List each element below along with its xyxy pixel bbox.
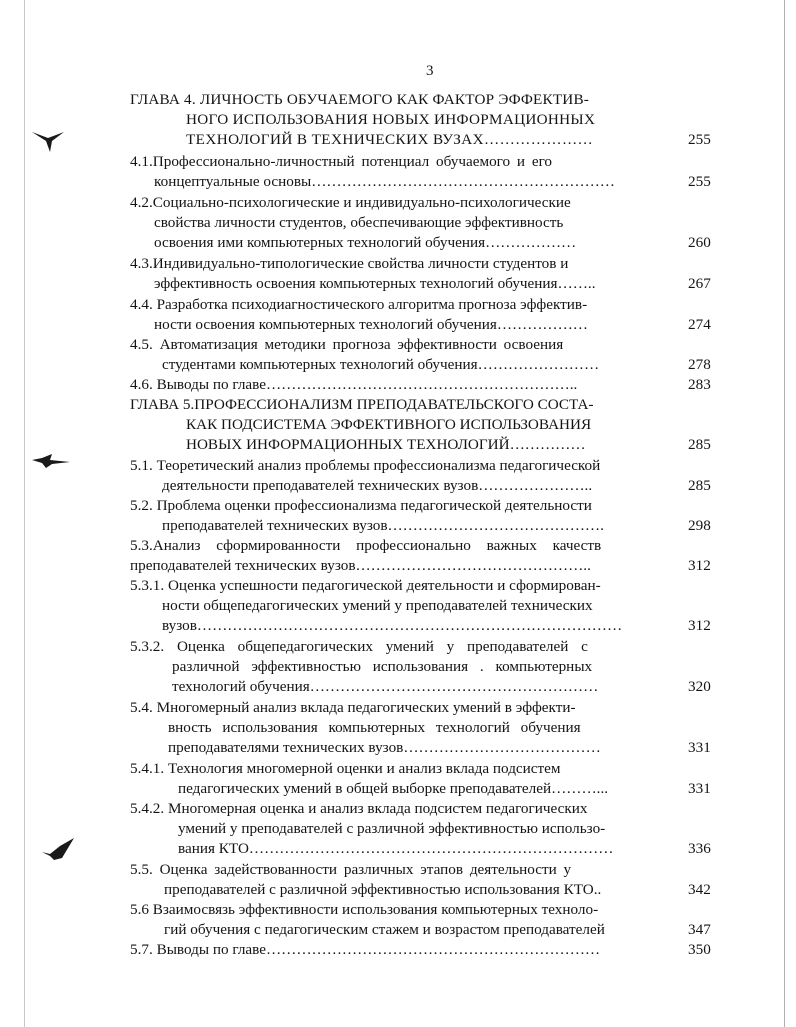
toc-page-number: 298 — [688, 517, 711, 534]
toc-page-number: 267 — [688, 275, 711, 292]
toc-page-number: 260 — [688, 234, 711, 251]
toc-entry-5-3-2-line-3: технологий обучения………………………………………………… — [172, 678, 599, 695]
toc-page-number: 274 — [688, 316, 711, 333]
toc-page-number: 336 — [688, 840, 711, 857]
toc-entry-4-3-line-2: эффективность освоения компьютерных технологий обучения…….. — [154, 275, 596, 292]
toc-entry-4-2-line-1: 4.2.Социально-психологические и индивидуально-психологические — [130, 194, 571, 211]
toc-entry-4-6: 4.6. Выводы по главе…………………………………………………….. — [130, 376, 578, 393]
toc-entry-5-6-line-2: гий обучения с педагогическим стажем и возрастом преподавателей — [164, 921, 605, 938]
toc-entry-5-5-line-1: 5.5. Оценка задействованности различных этапов деятельности у — [130, 861, 572, 878]
toc-entry-4-2-line-3: освоения ими компьютерных технологий обучения……………… — [154, 234, 577, 251]
toc-page-number: 278 — [688, 356, 711, 373]
toc-page-number: 342 — [688, 881, 711, 898]
scan-mark-2 — [30, 452, 72, 470]
toc-entry-5-4-2-line-3: вания КТО……………………………………………………………… — [178, 840, 614, 857]
toc-entry-4-5-line-2: студентами компьютерных технологий обучения…………………… — [162, 356, 600, 373]
chapter-5-title-line-2: КАК ПОДСИСТЕМА ЭФФЕКТИВНОГО ИСПОЛЬЗОВАНИЯ — [186, 416, 592, 433]
toc-entry-5-3-line-1: 5.3.Анализ сформированности профессионально важных качеств — [130, 537, 602, 554]
toc-entry-4-1-line-1: 4.1.Профессионально-личностный потенциал обучаемого и его — [130, 153, 553, 170]
chapter-4-title-line-2: НОГО ИСПОЛЬЗОВАНИЯ НОВЫХ ИНФОРМАЦИОННЫХ — [186, 111, 596, 128]
toc-entry-5-4-line-3: преподавателями технических вузов………………………………… — [168, 739, 601, 756]
toc-entry-4-2-line-2: свойства личности студентов, обеспечивающие эффективность — [154, 214, 564, 231]
toc-entry-5-4-line-1: 5.4. Многомерный анализ вклада педагогических умений в эффекти- — [130, 699, 576, 716]
toc-page-number: 331 — [688, 739, 711, 756]
toc-page-number: 285 — [688, 477, 711, 494]
page-number: 3 — [426, 63, 434, 79]
toc-entry-5-3-line-2: преподавателей технических вузов……………………………………….. — [130, 557, 591, 574]
toc-page-number: 347 — [688, 921, 711, 938]
toc-entry-5-2-line-2: преподавателей технических вузов……………………………………. — [162, 517, 604, 534]
page-right-edge — [784, 0, 785, 1027]
toc-page-number: 350 — [688, 941, 711, 958]
toc-page-number: 312 — [688, 617, 711, 634]
toc-page-number: 312 — [688, 557, 711, 574]
toc-entry-5-7: 5.7. Выводы по главе………………………………………………………… — [130, 941, 601, 958]
chapter-5-title-line-3: НОВЫХ ИНФОРМАЦИОННЫХ ТЕХНОЛОГИЙ…………… — [186, 436, 586, 453]
toc-page-number: 320 — [688, 678, 711, 695]
toc-entry-5-4-line-2: вность использования компьютерных технологий обучения — [168, 719, 581, 736]
toc-page-number: 255 — [688, 173, 711, 190]
toc-page-number: 331 — [688, 780, 711, 797]
toc-entry-5-3-1-line-2: ности общепедагогических умений у преподавателей технических — [162, 597, 593, 614]
toc-entry-5-3-1-line-1: 5.3.1. Оценка успешности педагогической деятельности и сформирован- — [130, 577, 601, 594]
chapter-4-title-line-1: ГЛАВА 4. ЛИЧНОСТЬ ОБУЧАЕМОГО КАК ФАКТОР ЭФФЕКТИВ- — [130, 91, 590, 108]
toc-entry-5-3-2-line-2: различной эффективностью использования . компьютерных — [172, 658, 593, 675]
toc-entry-5-4-1-line-2: педагогических умений в общей выборке преподавателей………... — [178, 780, 609, 797]
scan-mark-1 — [30, 128, 70, 154]
scan-mark-3 — [40, 836, 76, 864]
toc-entry-4-4-line-2: ности освоения компьютерных технологий обучения……………… — [154, 316, 588, 333]
toc-entry-5-4-2-line-1: 5.4.2. Многомерная оценка и анализ вклада подсистем педагогических — [130, 800, 588, 817]
toc-entry-5-5-line-2: преподавателей с различной эффективностью использования КТО.. — [164, 881, 602, 898]
toc-page-number: 255 — [688, 131, 711, 148]
toc-entry-5-6-line-1: 5.6 Взаимосвязь эффективности использования компьютерных техноло- — [130, 901, 599, 918]
toc-entry-5-1-line-2: деятельности преподавателей технических вузов………………….. — [162, 477, 593, 494]
toc-entry-4-5-line-1: 4.5. Автоматизация методики прогноза эффективности освоения — [130, 336, 564, 353]
toc-entry-4-3-line-1: 4.3.Индивидуально-типологические свойства личности студентов и — [130, 255, 569, 272]
toc-entry-5-3-1-line-3: вузов………………………………………………………………………… — [162, 617, 623, 634]
toc-page-number: 283 — [688, 376, 711, 393]
page-left-edge — [24, 0, 25, 1027]
toc-entry-5-1-line-1: 5.1. Теоретический анализ проблемы профессионализма педагогической — [130, 457, 601, 474]
toc-entry-4-1-line-2: концептуальные основы…………………………………………………… — [154, 173, 615, 190]
chapter-5-title-line-1: ГЛАВА 5.ПРОФЕССИОНАЛИЗМ ПРЕПОДАВАТЕЛЬСКОГО СОСТА- — [130, 396, 594, 413]
toc-entry-5-3-2-line-1: 5.3.2. Оценка общепедагогических умений у преподавателей с — [130, 638, 588, 655]
toc-entry-4-4-line-1: 4.4. Разработка психодиагностического алгоритма прогноза эффектив- — [130, 296, 588, 313]
toc-page-number: 285 — [688, 436, 711, 453]
toc-entry-5-4-2-line-2: умений у преподавателей с различной эффективностью использо- — [178, 820, 606, 837]
toc-entry-5-4-1-line-1: 5.4.1. Технология многомерной оценки и анализ вклада подсистем — [130, 760, 561, 777]
toc-entry-5-2-line-1: 5.2. Проблема оценки профессионализма педагогической деятельности — [130, 497, 592, 514]
chapter-4-title-line-3: ТЕХНОЛОГИЙ В ТЕХНИЧЕСКИХ ВУЗАХ………………… — [186, 131, 594, 148]
